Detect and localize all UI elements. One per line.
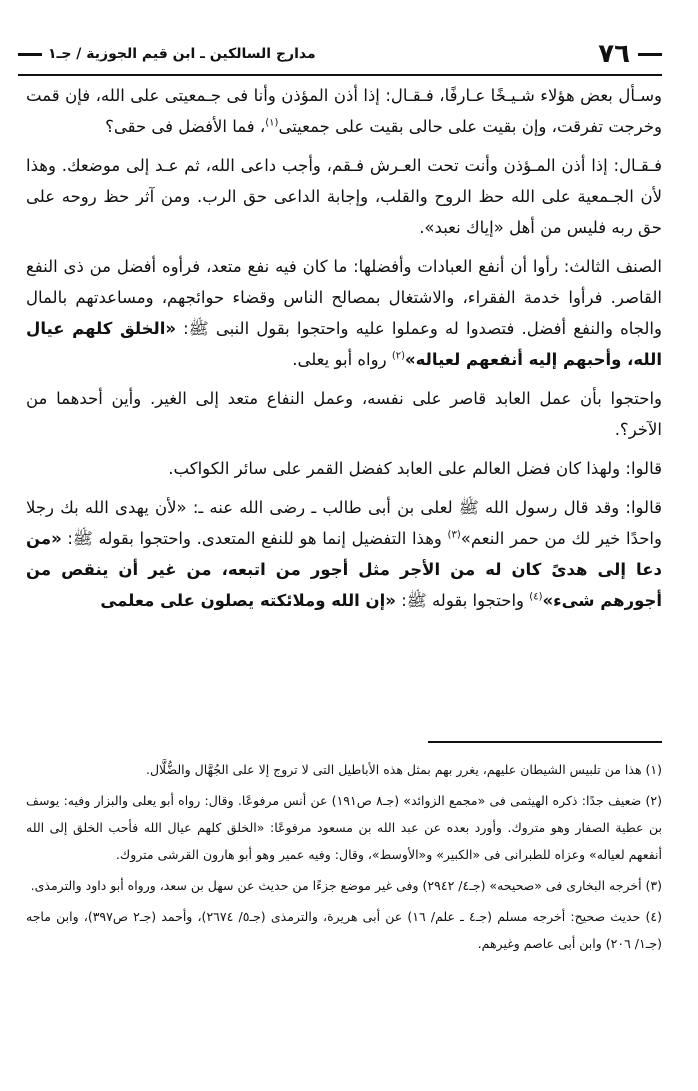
footnote: (٣) أخرجه البخارى فى «صحيحه» (جـ٤/ ٢٩٤٢) وفى غير موضع جزءًا من حديث عن سهل بن سعد، ورواه أبو داود والترمذى. — [30, 878, 662, 893]
paragraph: واحتجوا بأن عمل العابد قاصر على نفسه، وعمل النفاع متعد إلى الغير. وأين أحدهما من الآخر؟. — [26, 389, 662, 439]
paragraph: الصنف الثالث: رأوا أن أنفع العبادات وأفضلها: ما كان فيه نفع متعد، فرأوه أفضل من ذى النفع القاصر. فرأوا خدمة الفقراء، والاشتغال بمصالح الناس وقضاء حوائجهم، ومساعدتهم بالمال والجاه والنفع أفضل. فتصدوا له وعملوا عليه واحتجوا بقول النبى ﷺ: «الخلق كلهم عيال الله، وأحبهم إليه أنفعهم لعياله»$^{(٢)}$ رواه أبو يعلى. — [26, 257, 662, 369]
footnote: (٤) حديث صحيح: أخرجه مسلم (جـ٤ ـ علم/ ١٦) عن أبى هريرة، والترمذى (جـ٥/ ٢٦٧٤)، وأحمد (جـ٢ ص٣٩٧)، وابن ماجه (جـ١/ ٢٠٦) وابن أبى عاصم وغيرهم. — [26, 909, 662, 951]
main-text — [26, 80, 662, 624]
page-number: ٧٦ — [598, 39, 630, 69]
footnote-ref[interactable]: (٣) — [447, 529, 461, 541]
footnote-ref[interactable]: (٢) — [391, 350, 406, 362]
footnote-ref[interactable]: (٤) — [529, 591, 543, 603]
header-dash — [18, 53, 42, 56]
hadith-quote: «من دعا إلى هدىً كان له من الأجر مثل أجور من اتبعه، من غير أن ينقص من أجورهم شىء» — [26, 529, 662, 610]
hadith-quote: «إن الله وملائكته يصلون على معلمى — [100, 591, 396, 610]
paragraph: وسـأل بعض هؤلاء شـيـخًا عـارفًا، فـقـال: إذا أذن المؤذن وأنا فى جـمعيتى على الله، فإن قمت وخرجت تفرقت، وإن بقيت على حالى بقيت على جمعيتى$^{(١)}$، فما الأفضل فى حقى؟ — [26, 86, 662, 136]
footnotes — [26, 756, 662, 961]
page-number-group — [598, 39, 662, 69]
footnote-ref[interactable]: (١) — [265, 117, 279, 129]
header-dash — [638, 53, 662, 56]
page-header — [18, 34, 662, 76]
paragraph: قالوا: وقد قال رسول الله ﷺ لعلى بن أبى طالب ـ رضى الله عنه ـ: «لأن يهدى الله بك رجلا واحدًا خير لك من حمر النعم»$^{(٣)}$ وهذا التفضيل إنما هو للنفع المتعدى. واحتجوا بقوله ﷺ: «من دعا إلى هدىً كان له من الأجر مثل أجور من اتبعه، من غير أن ينقص من أجورهم شىء»$^{(٤)}$ واحتجوا بقوله ﷺ: «إن الله وملائكته يصلون على معلمى — [26, 498, 662, 610]
footnote-separator — [428, 741, 662, 743]
hadith-quote: «الخلق كلهم عيال الله، وأحبهم إليه أنفعهم لعياله» — [26, 319, 662, 369]
paragraph: قالوا: ولهذا كان فضل العالم على العابد كفضل القمر على سائر الكواكب. — [168, 459, 662, 478]
footnote: (٢) ضعيف جدًا: ذكره الهيثمى فى «مجمع الزوائد» (جـ٨ ص١٩١) عن أنس مرفوعًا. وقال: رواه أبو يعلى والبزار وفيه: يوسف بن عطية الصفار وهو متروك. وأورد بعده عن عبد الله بن مسعود مرفوعًا: «الخلق كلهم عيال الله فأحب الخلق إلى الله أنفعهم لعياله» وعزاه للطبرانى فى «الكبير» و«الأوسط»، وقال: وفيه عمير وهو أبو هارون القرشى متروك. — [26, 793, 663, 862]
paragraph: فـقـال: إذا أذن المـؤذن وأنت تحت العـرش فـقم، وأجب داعى الله، ثم عـد إلى موضعك. وهذا لأن الجـمعية على الله حظ الروح والقلب، وإجابة الداعى حق الرب. ومن آثر حظ روحه على حق ربه فليس من أهل «إياك نعبد». — [26, 156, 662, 237]
footnote: (١) هذا من تلبيس الشيطان عليهم، يغرر بهم بمثل هذه الأباطيل التى لا تروج إلا على الجُهَّال والضُّلَّال. — [146, 762, 662, 777]
running-title: مدارج السالكين ـ ابن قيم الجوزية / جـ١ — [48, 46, 316, 62]
running-title-group — [18, 46, 316, 62]
